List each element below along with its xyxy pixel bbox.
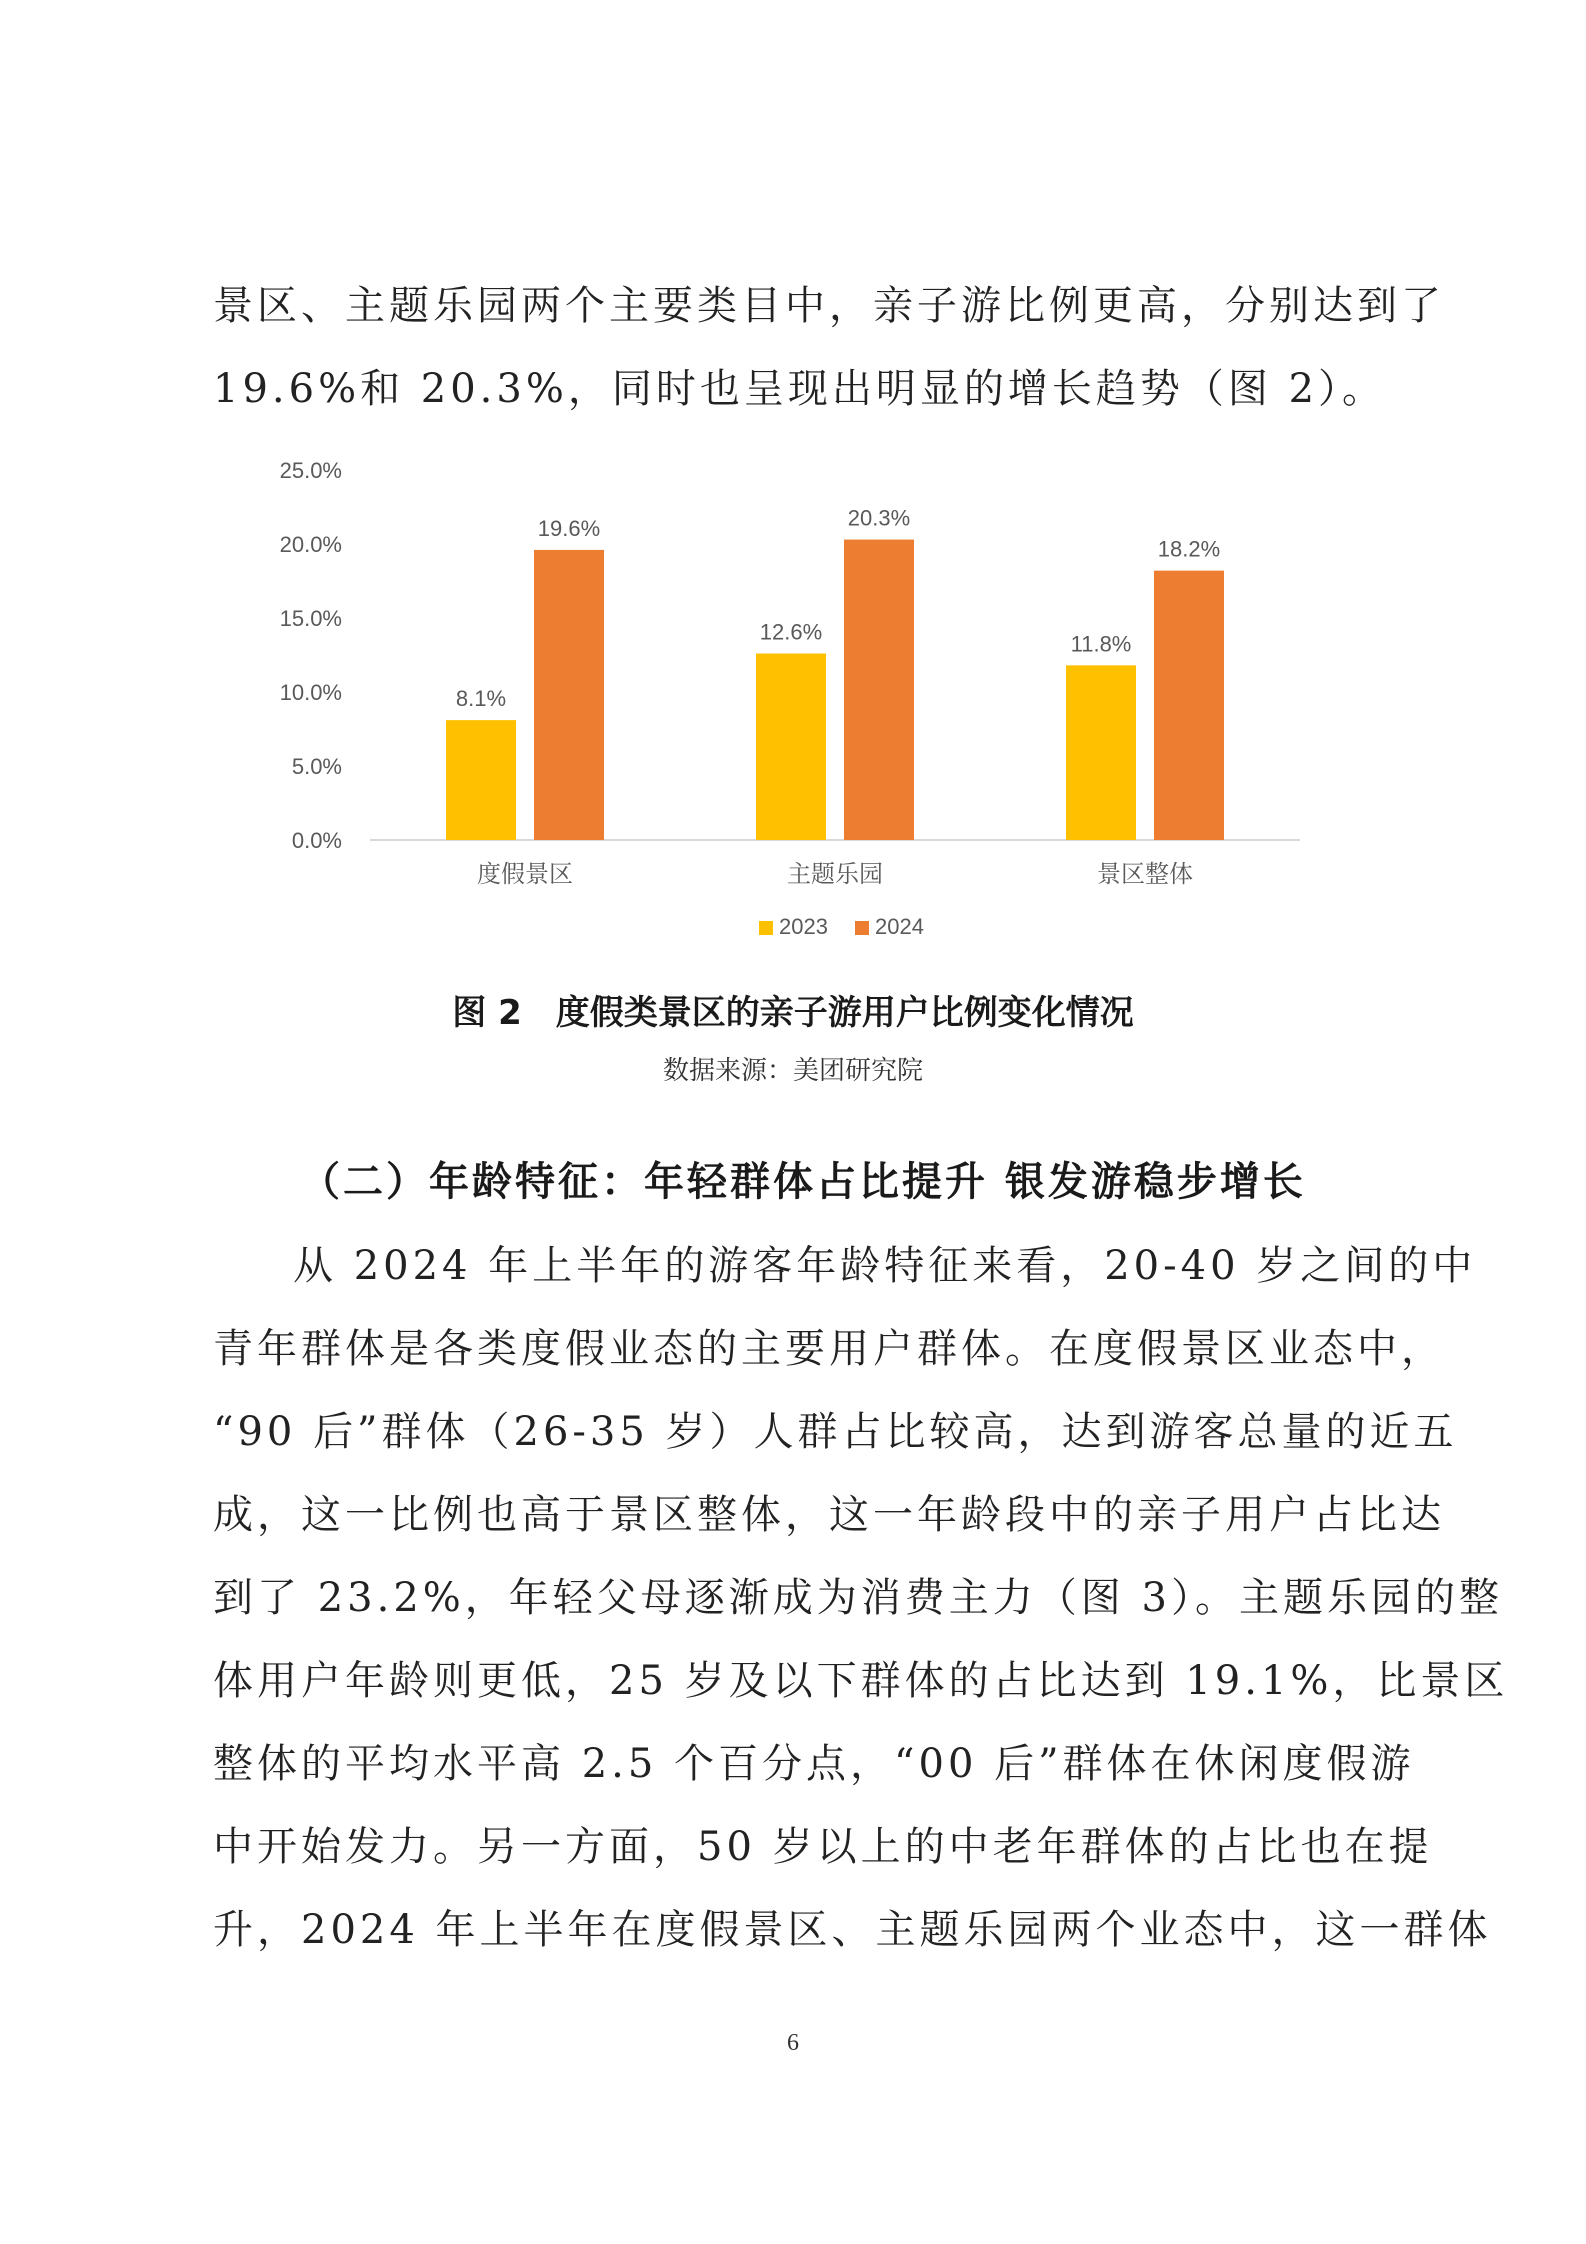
page-number: 6 — [787, 2030, 799, 2056]
body-paragraph — [213, 1225, 1509, 1972]
paragraph-line: 青年群体是各类度假业态的主要用户群体。在度假景区业态中， — [213, 1326, 1445, 1372]
data-label: 20.3% — [847, 505, 911, 531]
x-tick-label: 主题乐园 — [787, 861, 883, 888]
y-tick-label: 20.0% — [279, 532, 342, 557]
y-tick-label: 25.0% — [279, 458, 342, 483]
legend-swatch-2024 — [855, 921, 869, 935]
paragraph-line: 体用户年龄则更低，25 岁及以下群体的占比达到 19.1%，比景区 — [213, 1658, 1509, 1704]
bar-2023 — [756, 654, 826, 840]
legend-label: 2024 — [875, 914, 924, 939]
bar-2024 — [1154, 571, 1224, 840]
bar-2024 — [534, 550, 604, 840]
paragraph-line: 19.6%和 20.3%，同时也呈现出明显的增长趋势（图 2）。 — [213, 366, 1387, 412]
data-label: 12.6% — [759, 619, 823, 645]
legend-label: 2023 — [779, 914, 828, 939]
bar-chart — [260, 448, 1320, 968]
data-label: 8.1% — [455, 686, 507, 712]
x-tick-label: 景区整体 — [1097, 861, 1193, 888]
chart-svg — [260, 448, 1320, 968]
paragraph-line: 整体的平均水平高 2.5 个百分点，“00 后”群体在休闲度假游 — [213, 1741, 1415, 1787]
figure-caption: 图 2 度假类景区的亲子游用户比例变化情况 — [452, 993, 1134, 1033]
section-heading: （二）年龄特征：年轻群体占比提升 银发游稳步增长 — [300, 1158, 1306, 1205]
paragraph-line: 景区、主题乐园两个主要类目中，亲子游比例更高，分别达到了 — [213, 283, 1445, 329]
figure-source: 数据来源：美团研究院 — [662, 1056, 923, 1086]
x-tick-label: 度假景区 — [477, 861, 573, 888]
paragraph-line: 从 2024 年上半年的游客年龄特征来看，20-40 岁之间的中 — [293, 1243, 1477, 1289]
y-tick-label: 15.0% — [279, 606, 342, 631]
paragraph-line: 到了 23.2%，年轻父母逐渐成为消费主力（图 3）。主题乐园的整 — [213, 1575, 1503, 1621]
legend-swatch-2023 — [759, 921, 773, 935]
paragraph-line: “90 后”群体（26-35 岁）人群占比较高，达到游客总量的近五 — [213, 1409, 1458, 1455]
paragraph-line: 中开始发力。另一方面，50 岁以上的中老年群体的占比也在提 — [213, 1824, 1433, 1870]
paragraph-line: 成，这一比例也高于景区整体，这一年龄段中的亲子用户占比达 — [213, 1492, 1445, 1538]
y-tick-label: 10.0% — [279, 680, 342, 705]
bar-2024 — [844, 540, 914, 840]
y-tick-label: 5.0% — [291, 754, 342, 779]
paragraph-line: 升，2024 年上半年在度假景区、主题乐园两个业态中，这一群体 — [213, 1907, 1492, 1953]
bar-2023 — [1066, 665, 1136, 840]
intro-paragraph — [213, 265, 1445, 431]
data-label: 18.2% — [1157, 536, 1221, 562]
bar-2023 — [446, 720, 516, 840]
data-label: 11.8% — [1070, 631, 1132, 657]
y-tick-label: 0.0% — [291, 828, 342, 853]
data-label: 19.6% — [537, 515, 601, 541]
